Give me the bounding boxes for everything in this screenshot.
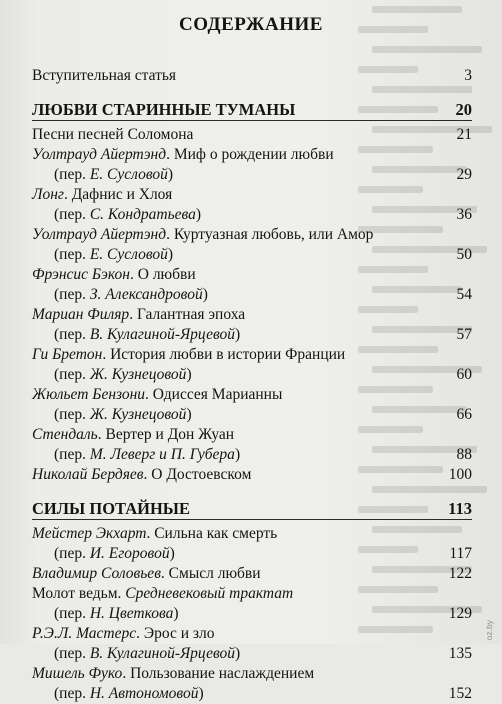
translator-text: (пер. И. Егоровой): [54, 545, 175, 562]
toc-translator-line: [32, 684, 472, 704]
entry-title: Эрос и зло: [143, 625, 215, 642]
translator-prefix: (пер.: [54, 206, 86, 223]
page-number: 122: [448, 565, 472, 582]
entry-title: Вступительная статья: [32, 67, 177, 84]
entry-text: [32, 585, 293, 602]
page-number: 36: [456, 206, 472, 223]
translator-prefix: (пер.: [54, 605, 86, 622]
translator-text: (пер. Ж. Кузнецовой): [54, 406, 192, 423]
entry-author: Лонг: [32, 186, 64, 203]
page-number: 152: [448, 685, 472, 702]
section-gap: [32, 485, 472, 499]
entry-text: Владимир Соловьев. Смысл любви: [32, 565, 261, 582]
entry-author: Уолтрауд Айертэнд: [32, 146, 167, 163]
toc-entry: [32, 425, 472, 445]
translator-name: Н. Автономовой: [89, 685, 199, 702]
entry-title: Куртуазная любовь, или Амор: [173, 226, 374, 243]
toc-translator-line: [32, 245, 472, 265]
entry-text: Мариан Филяр. Галантная эпоха: [32, 306, 246, 323]
page-number: 29: [456, 166, 472, 183]
entry-title: Смысл любви: [168, 565, 261, 582]
table-of-contents: [32, 66, 472, 704]
entry-text: Николай Бердяев. О Достоевском: [32, 466, 252, 483]
toc-translator-line: [32, 644, 472, 664]
toc-entry: [32, 305, 472, 325]
translator-name: Ж. Кузнецовой: [89, 406, 187, 423]
translator-name: И. Егоровой: [89, 545, 170, 562]
page-number: 117: [449, 545, 472, 562]
entry-text: Жюльет Бензони. Одиссея Марианны: [32, 386, 283, 403]
entry-text: Фрэнсис Бэкон. О любви: [32, 266, 196, 283]
translator-name: В. Кулагиной-Ярцевой: [89, 645, 235, 662]
entry-text: Мейстер Экхарт. Сильна как смерть: [32, 525, 278, 542]
translator-prefix: (пер.: [54, 246, 86, 263]
entry-title: Песни песней Соломона: [32, 126, 194, 143]
entry-text: Уолтрауд Айертэнд. Миф о рождении любви: [32, 146, 334, 163]
toc-entry: [32, 66, 472, 86]
section-gap: [32, 86, 472, 100]
translator-name: З. Александровой: [89, 286, 203, 303]
translator-prefix: (пер.: [54, 545, 86, 562]
translator-name: Ж. Кузнецовой: [89, 366, 187, 383]
entry-title: Сильна как смерть: [154, 525, 278, 542]
section-title: СИЛЫ ПОТАЙНЫЕ: [32, 499, 191, 518]
toc-translator-line: [32, 365, 472, 385]
entry-title: Галантная эпоха: [136, 306, 246, 323]
toc-entry: [32, 385, 472, 405]
page-number: 54: [456, 286, 472, 303]
page-number: 135: [448, 645, 472, 662]
entry-italic-title: Средневековый трактат: [125, 585, 294, 602]
translator-prefix: (пер.: [54, 166, 86, 183]
page-number: 50: [456, 246, 472, 263]
entry-title: Миф о рождении любви: [173, 146, 334, 163]
toc-entry: [32, 185, 472, 205]
translator-text: (пер. С. Кондратьева): [54, 206, 202, 223]
entry-text: Мишель Фуко. Пользование наслаждением: [32, 665, 315, 682]
entry-text: Лонг. Дафнис и Хлоя: [32, 186, 173, 203]
show-through-line: [352, 40, 502, 60]
toc-entry: [32, 524, 472, 544]
entry-text: [32, 67, 176, 84]
translator-prefix: (пер.: [54, 645, 86, 662]
entry-author: Жюльет Бензони: [32, 386, 146, 403]
translator-name: С. Кондратьева: [89, 206, 196, 223]
toc-translator-line: [32, 445, 472, 465]
entry-title: Дафнис и Хлоя: [71, 186, 173, 203]
section-heading: [32, 499, 472, 520]
translator-text: (пер. Е. Сусловой): [54, 246, 174, 263]
entry-title: История любви в истории Франции: [110, 346, 346, 363]
entry-title: О любви: [137, 266, 196, 283]
page-number: 88: [456, 446, 472, 463]
toc-translator-line: [32, 325, 472, 345]
page-number: 20: [455, 100, 472, 119]
translator-name: Е. Сусловой: [89, 246, 168, 263]
toc-entry: [32, 624, 472, 644]
entry-text: [32, 126, 193, 143]
show-through-bar: [372, 46, 482, 53]
entry-author: Уолтрауд Айертэнд: [32, 226, 167, 243]
entry-author: Мейстер Экхарт: [32, 525, 147, 542]
toc-translator-line: [32, 165, 472, 185]
watermark: oz.by: [484, 619, 494, 640]
page-number: 3: [464, 67, 472, 84]
entry-text: Стендаль. Вертер и Дон Жуан: [32, 426, 235, 443]
page-number: 60: [456, 366, 472, 383]
translator-name: В. Кулагиной-Ярцевой: [89, 326, 235, 343]
toc-translator-line: [32, 604, 472, 624]
entry-author: Николай Бердяев: [32, 466, 144, 483]
toc-entry: [32, 145, 472, 165]
entry-title: Пользование наслаждением: [130, 665, 315, 682]
entry-author: Фрэнсис Бэкон: [32, 266, 130, 283]
entry-author: Р.Э.Л. Мастерс: [32, 625, 137, 642]
translator-prefix: (пер.: [54, 366, 86, 383]
translator-text: (пер. В. Кулагиной-Ярцевой): [54, 326, 241, 343]
translator-text: (пер. В. Кулагиной-Ярцевой): [54, 645, 241, 662]
translator-text: (пер. З. Александровой): [54, 286, 208, 303]
section-heading: [32, 100, 472, 121]
section-title: ЛЮБВИ СТАРИННЫЕ ТУМАНЫ: [32, 100, 296, 119]
entry-title: Вертер и Дон Жуан: [105, 426, 235, 443]
translator-text: (пер. Е. Сусловой): [54, 166, 174, 183]
page-number: 21: [456, 126, 472, 143]
translator-name: Е. Сусловой: [89, 166, 168, 183]
page-number: 113: [448, 499, 472, 518]
translator-text: (пер. Н. Цветкова): [54, 605, 179, 622]
entry-text: Ги Бретон. История любви в истории Франции: [32, 346, 346, 363]
page-number: 129: [448, 605, 472, 622]
toc-translator-line: [32, 544, 472, 564]
page-number: 100: [448, 466, 472, 483]
toc-entry: [32, 345, 472, 365]
toc-translator-line: [32, 285, 472, 305]
toc-entry: [32, 225, 472, 245]
toc-entry: [32, 265, 472, 285]
page-number: 57: [456, 326, 472, 343]
entry-title: Одиссея Марианны: [152, 386, 283, 403]
toc-entry: [32, 564, 472, 584]
toc-translator-line: [32, 205, 472, 225]
toc-entry: [32, 584, 472, 604]
show-through-bar: [372, 6, 462, 13]
translator-text: (пер. Ж. Кузнецовой): [54, 366, 192, 383]
entry-plain: Молот ведьм.: [32, 585, 122, 602]
entry-author: Мишель Фуко: [32, 665, 123, 682]
translator-prefix: (пер.: [54, 685, 86, 702]
toc-translator-line: [32, 405, 472, 425]
translator-text: (пер. М. Леверг и П. Губера): [54, 446, 241, 463]
translator-text: (пер. Н. Автономовой): [54, 685, 204, 702]
toc-entry: [32, 664, 472, 684]
translator-name: М. Леверг и П. Губера: [89, 446, 235, 463]
entry-text: Уолтрауд Айертэнд. Куртуазная любовь, или Амор: [32, 226, 374, 243]
page-number: 66: [456, 406, 472, 423]
page-title: СОДЕРЖАНИЕ: [179, 14, 323, 35]
entry-text: Р.Э.Л. Мастерс. Эрос и зло: [32, 625, 215, 642]
translator-prefix: (пер.: [54, 326, 86, 343]
entry-author: Стендаль: [32, 426, 98, 443]
translator-name: Н. Цветкова: [89, 605, 174, 622]
translator-prefix: (пер.: [54, 286, 86, 303]
entry-title: О Достоевском: [151, 466, 252, 483]
entry-author: Мариан Филяр: [32, 306, 130, 323]
toc-entry: [32, 125, 472, 145]
entry-author: Владимир Соловьев: [32, 565, 161, 582]
translator-prefix: (пер.: [54, 446, 86, 463]
translator-prefix: (пер.: [54, 406, 86, 423]
toc-entry: [32, 465, 472, 485]
entry-author: Ги Бретон: [32, 346, 103, 363]
